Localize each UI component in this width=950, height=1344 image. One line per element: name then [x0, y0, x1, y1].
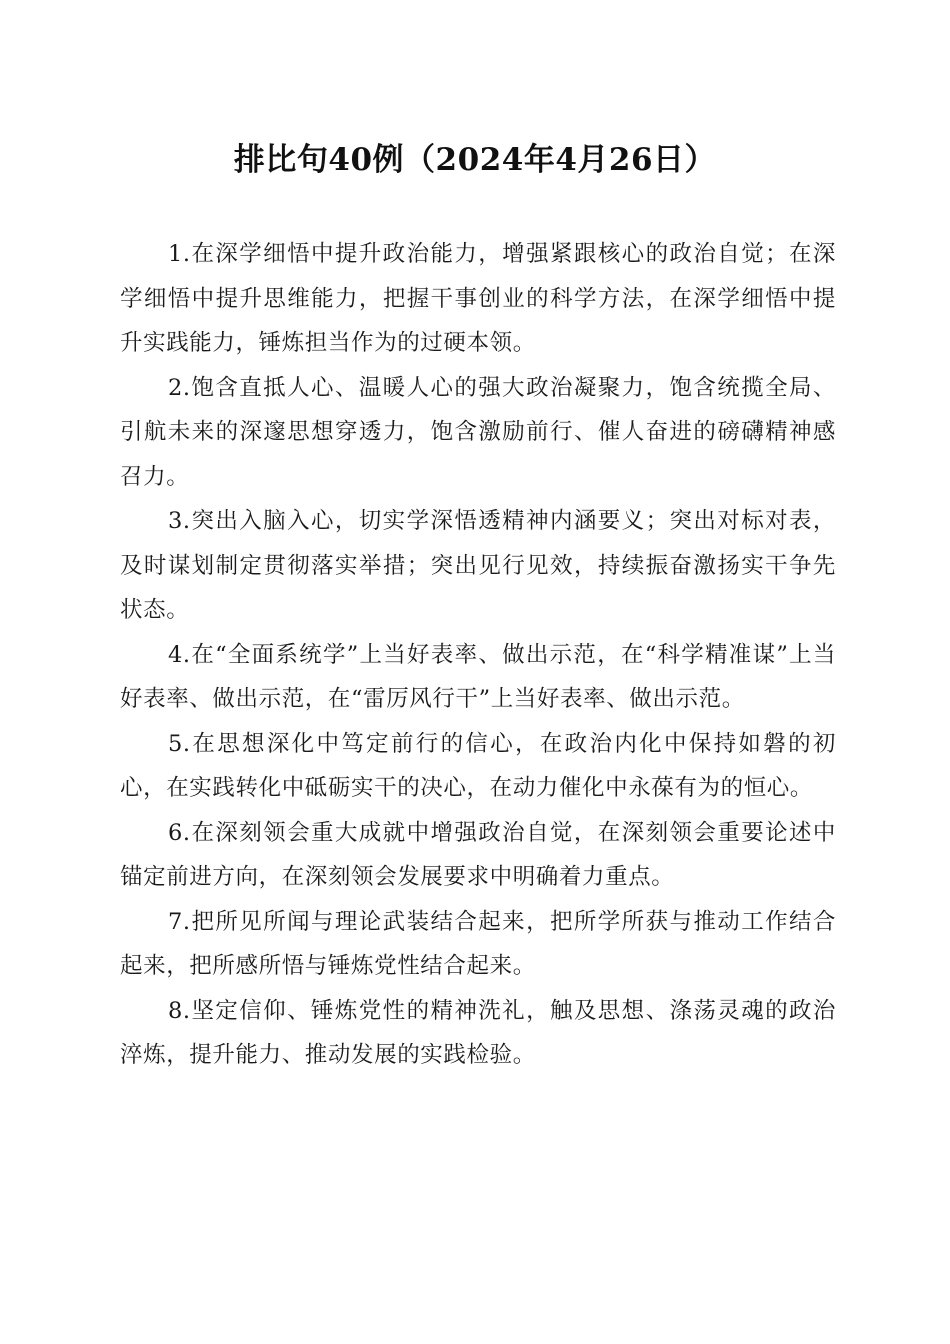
- paragraph-3: 3.突出入脑入心，切实学深悟透精神内涵要义；突出对标对表，及时谋划制定贯彻落实举措；突出见行见效，持续振奋激扬实干争先状态。: [120, 508, 836, 623]
- paragraph-2: 2.饱含直抵人心、温暖人心的强大政治凝聚力，饱含统揽全局、引航未来的深邃思想穿透力，饱含激励前行、催人奋进的磅礴精神感召力。: [120, 374, 836, 490]
- paragraph-6: 6.在深刻领会重大成就中增强政治自觉，在深刻领会重要论述中锚定前进方向，在深刻领会发展要求中明确着力重点。: [120, 819, 836, 890]
- paragraph-5: 5.在思想深化中笃定前行的信心，在政治内化中保持如磐的初心，在实践转化中砥砺实干的决心，在动力催化中永葆有为的恒心。: [120, 730, 836, 801]
- paragraph-1: 1.在深学细悟中提升政治能力，增强紧跟核心的政治自觉；在深学细悟中提升思维能力，把握干事创业的科学方法，在深学细悟中提升实践能力，锤炼担当作为的过硬本领。: [120, 241, 836, 356]
- paragraph-4: 4.在“全面系统学”上当好表率、做出示范，在“科学精准谋”上当好表率、做出示范，在“雷厉风行干”上当好表率、做出示范。: [120, 641, 836, 712]
- paragraph-7: 7.把所见所闻与理论武装结合起来，把所学所获与推动工作结合起来，把所感所悟与锤炼党性结合起来。: [120, 908, 836, 979]
- document-body: [120, 232, 836, 1078]
- document-title: 排比句40例（2024年4月26日）: [233, 142, 717, 178]
- paragraph-8: 8.坚定信仰、锤炼党性的精神洗礼，触及思想、涤荡灵魂的政治淬炼，提升能力、推动发展的实践检验。: [120, 997, 836, 1068]
